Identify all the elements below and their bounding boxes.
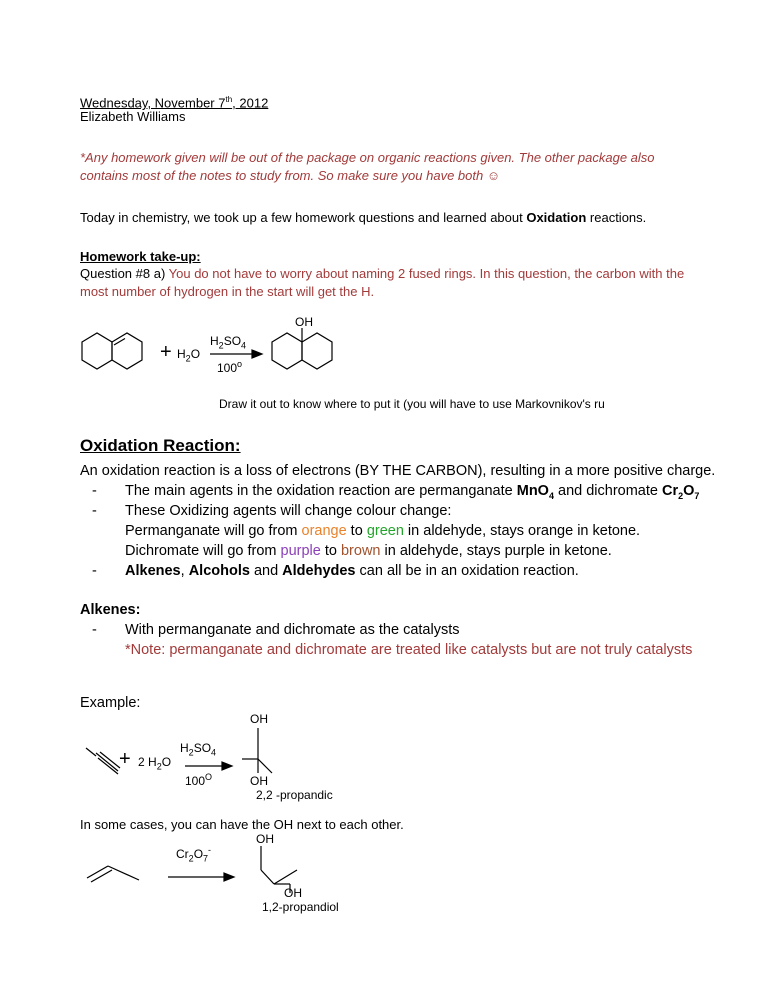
example-oh-top: OH (250, 712, 268, 726)
question-line-1: Question #8 a) You do not have to worry about naming 2 fused rings. In this question, the carbon with the (80, 266, 685, 281)
bullet-dash-4: - (92, 622, 97, 638)
alkenes-catalysts: With permanganate and dichromate as the catalysts (125, 622, 460, 638)
question-line-2: most number of hydrogen in the start will get the H. (80, 284, 375, 299)
permanganate-colour: Permanganate will go from orange to green in aldehyde, stays orange in ketone. (125, 523, 641, 539)
reaction-1-caption: Draw it out to know where to put it (you will have to use Markovnikov's ru (219, 397, 605, 411)
reaction-1-temperature: 100$^o$ (217, 359, 243, 375)
alkenes-heading: Alkenes: (80, 602, 141, 618)
dichromate-colour: Dichromate will go from purple to brown in aldehyde, stays purple in ketone. (125, 543, 612, 559)
example-water: 2 $H_2O$ (138, 755, 172, 772)
reaction-1-water: $H_2O$ (177, 347, 201, 364)
author-name: Elizabeth Williams (80, 109, 186, 124)
bullet-dash-3: - (92, 563, 97, 579)
cases-reagent: $Cr_2O_7^-$ (176, 845, 212, 864)
example-label: Example: (80, 695, 141, 711)
note-line-2: contains most of the notes to study from. So make sure you have both ☺ (80, 168, 501, 183)
intro-paragraph: Today in chemistry, we took up a few homework questions and learned about Oxidation reactions. (80, 210, 647, 225)
note-line-1: *Any homework given will be out of the package on organic reactions given. The other package also (80, 150, 655, 165)
bullet-dash-1: - (92, 483, 97, 499)
cases-oh-bottom: OH (284, 886, 302, 900)
reaction-1-plus: + (160, 341, 172, 363)
homework-heading: Homework take-up: (80, 249, 201, 264)
oxidation-definition: An oxidation reaction is a loss of electrons (BY THE CARBON), resulting in a more positive charge. (80, 463, 716, 479)
example-temperature: $100^O$ (185, 772, 213, 788)
example-plus: + (119, 748, 131, 770)
alkenes-note: *Note: permanganate and dichromate are treated like catalysts but are not truly catalysts (125, 642, 693, 658)
cases-text: In some cases, you can have the OH next to each other. (80, 817, 404, 832)
example-acid: $H_2SO_4$ (180, 741, 217, 758)
example-oh-bottom: OH (250, 774, 268, 788)
cases-product-name: 1,2-propandiol (262, 900, 339, 914)
bullet-colour-change: These Oxidizing agents will change colour change: (125, 503, 452, 519)
example-product-name: 2,2 -propandic (256, 788, 333, 802)
reaction-1-acid: $H_2SO_4$ (210, 334, 247, 351)
cases-oh-top: OH (256, 832, 274, 846)
date-line: Wednesday, November 7th, 2012 (80, 95, 269, 111)
bullet-dash-2: - (92, 503, 97, 519)
bullet-agents: The main agents in the oxidation reaction are permanganate MnO$_4$ and dichromate $Cr_2O_7$ (125, 483, 700, 501)
reaction-1-oh-label: OH (295, 315, 313, 329)
bullet-reactants: Alkenes, Alcohols and Aldehydes can all be in an oxidation reaction. (125, 563, 579, 579)
oxidation-heading: Oxidation Reaction: (80, 436, 241, 455)
